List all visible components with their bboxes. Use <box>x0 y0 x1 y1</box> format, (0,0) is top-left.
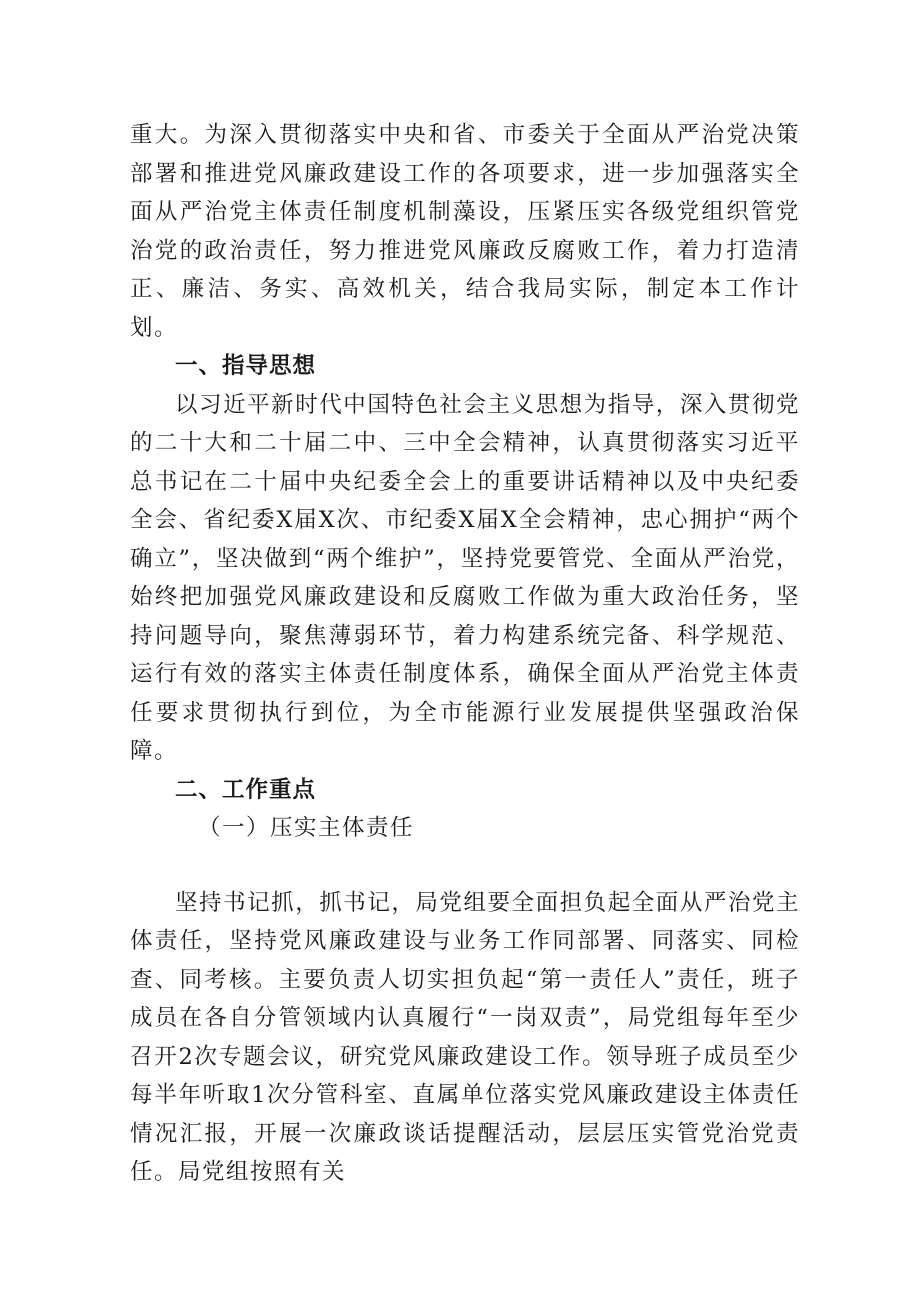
document-page <box>130 116 800 1192</box>
spacer <box>130 848 800 884</box>
intro-paragraph: 重大。为深入贯彻落实中央和省、市委关于全面从严治党决策部署和推进党风廉政建设工作的各项要求，进一步加强落实全面从严治党主体责任制度机制藻设，压紧压实各级党组织管党治党的政治责任，努力推进党风廉政反腐败工作，着力打造清正、廉洁、务实、高效机关，结合我局实际，制定本工作计划。 <box>130 122 800 341</box>
section-heading-guiding-ideology: 一、指导思想 <box>175 353 317 379</box>
main-responsibility-paragraph: 坚持书记抓，抓书记，局党组要全面担负起全面从严治党主体责任，坚持党风廉政建设与业务工作同部署、同落实、同检查、同考核。主要负责人切实担负起“第一责任人”责任，班子成员在各自分管领域内认真履行“一岗双责”，局党组每年至少召开2次专题会议，研究党风廉政建设工作。领导班子成员至少每半年听取1次分管科室、直属单位落实党风廉政建设主体责任情况汇报，开展一次廉政谈话提醒活动，层层压实管党治党责任。局党组按照有关 <box>130 889 800 1185</box>
guiding-ideology-paragraph: 以习近平新时代中国特色社会主义思想为指导，深入贯彻党的二十大和二十届二中、三中全会精神，认真贯彻落实习近平总书记在二十届中央纪委全会上的重要讲话精神以及中央纪委全会、省纪委X届X次、市纪委X届X全会精神，忠心拥护“两个确立”，坚决做到“两个维护”，坚持党要管党、全面从严治党，始终把加强党风廉政建设和反腐败工作做为重大政治任务，坚持问题导向，聚焦薄弱环节，着力构建系统完备、科学规范、运行有效的落实主体责任制度体系，确保全面从严治党主体责任要求贯彻执行到位，为全市能源行业发展提供坚强政治保障。 <box>130 391 800 764</box>
subsection-heading-main-responsibility: （一）压实主体责任 <box>198 815 415 841</box>
section-heading-work-focus: 二、工作重点 <box>175 776 317 803</box>
